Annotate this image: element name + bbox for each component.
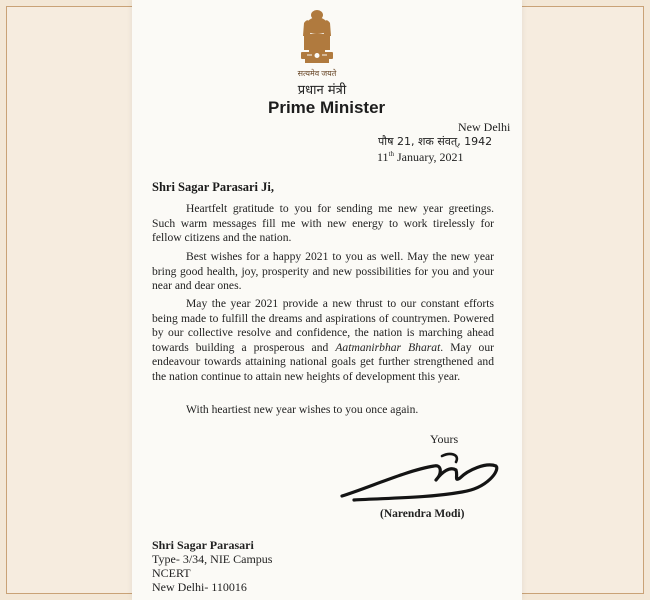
paragraph-gratitude: Heartfelt gratitude to you for sending me new year greetings. Such warm messages fill me with new energy to work tirelessly for fellow citizens and the nation.	[152, 202, 494, 244]
office-title-english: Prime Minister	[268, 98, 386, 117]
office-title-hindi: प्रधान मंत्री	[297, 83, 347, 98]
emblem-motto: सत्यमेव जयते	[297, 69, 337, 78]
signature-image	[338, 448, 503, 508]
address-line: New Delhi- 110016	[152, 580, 247, 594]
paragraph-best-wishes: Best wishes for a happy 2021 to you as well. May the new year bring good health, joy, prosperity and new possibilities for you and your near and dear ones.	[152, 250, 494, 292]
paragraph-aspirations	[152, 297, 494, 384]
paragraph-aspirations-part1: May the year 2021 provide a new thrust to our constant efforts being made to fulfill the dreams and aspirations of countrymen. Powered by our collective resolve and confidence, the nation is marching ahead towards building a prosperous and	[152, 297, 494, 354]
date-day-suffix: th	[388, 150, 395, 158]
date-day: 11	[377, 150, 389, 164]
address-line: NCERT	[152, 566, 191, 580]
letter-sheet	[132, 0, 522, 600]
closing-yours: Yours	[430, 432, 459, 446]
place: New Delhi	[458, 120, 511, 134]
national-emblem-icon	[295, 8, 339, 76]
aatmanirbhar-bharat-phrase: Aatmanirbhar Bharat	[335, 340, 441, 354]
hindi-date: पौष 21, शक संवत्, 1942	[378, 135, 493, 148]
date-month-year: January, 2021	[394, 150, 464, 164]
signatory-name: (Narendra Modi)	[380, 508, 465, 520]
paragraph-closing-wishes: With heartiest new year wishes to you once again.	[186, 403, 419, 416]
address-line: Shri Sagar Parasari	[152, 538, 254, 552]
english-date	[377, 150, 464, 165]
paragraph-aspirations-part2: . May our endeavour towards attaining national goals get further strengthened and the nation continue to attain new heights of development this year.	[152, 340, 494, 383]
address-line: Type- 3/34, NIE Campus	[152, 552, 273, 566]
salutation: Shri Sagar Parasari Ji,	[152, 180, 274, 194]
